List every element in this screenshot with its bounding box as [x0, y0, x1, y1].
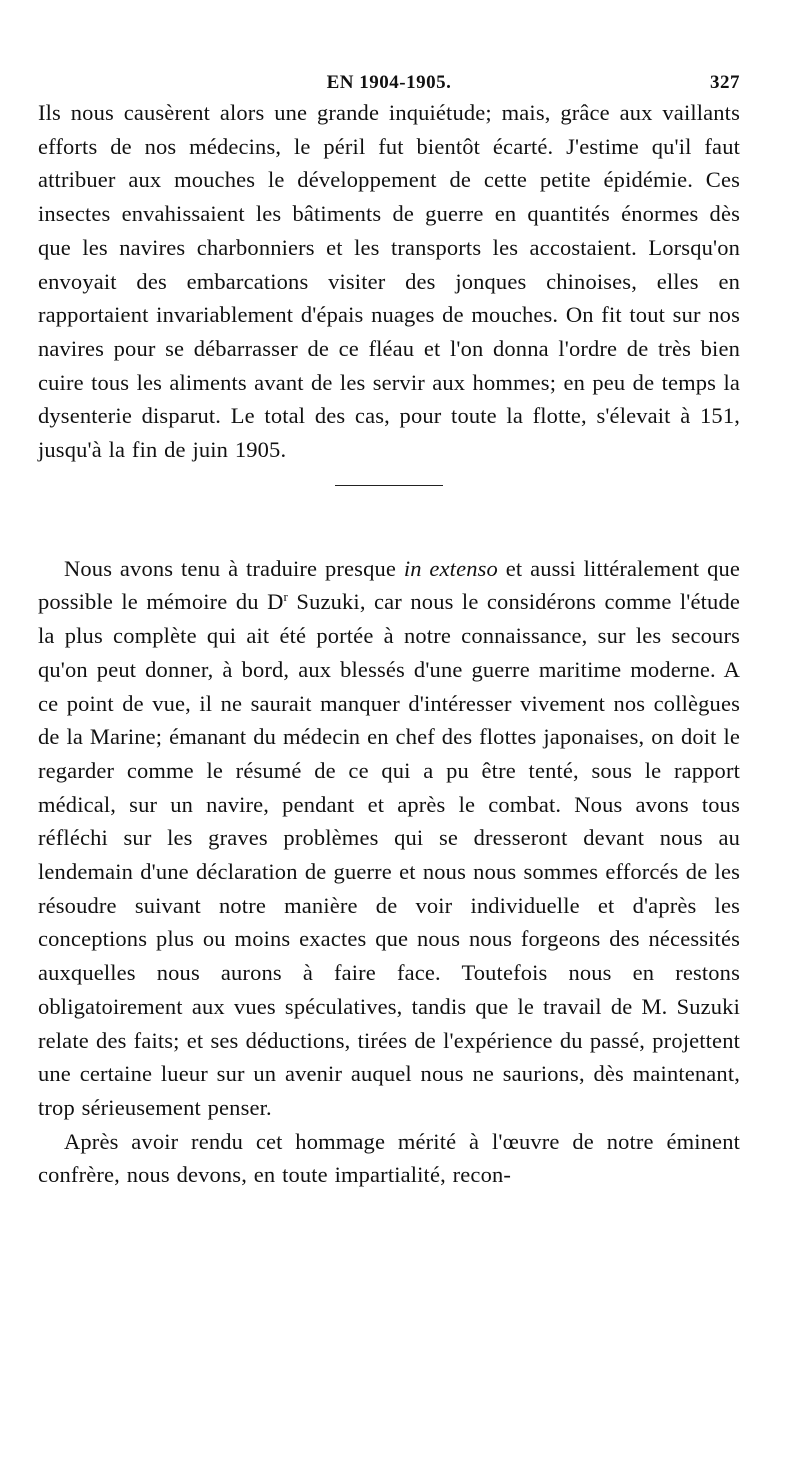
- paragraph-2-part-3: Suzuki, car nous le considérons comme l'étude la plus complète qui ait été portée à notre connaissance, sur les secours qu'on peut donner, à bord, aux blessés d'une guerre maritime moderne. A ce point de vue, il ne saurait manquer d'intéresser vivement nos collègues de la Marine; émanant du médecin en chef des flottes japonaises, on doit le regarder comme le résumé de ce qui a pu être tenté, sous le rapport médical, sur un navire, pendant et après le combat. Nous avons tous réfléchi sur les graves problèmes qui se dresseront devant nous au lendemain d'une déclaration de guerre et nous nous sommes efforcés de les résoudre suivant notre manière de voir individuelle et d'après les conceptions plus ou moins exactes que nous nous forgeons des nécessités auxquelles nous aurons à faire face. Toutefois nous en restons obligatoirement aux vues spéculatives, tandis que le travail de M. Suzuki relate des faits; et ses déductions, tirées de l'expérience du passé, projettent une certaine lueur sur un avenir auquel nous ne saurions, dès maintenant, trop sérieusement penser.: [38, 589, 740, 1120]
- paragraph-2-italic: in extenso: [403, 555, 498, 581]
- paragraph-1: Ils nous causèrent alors une grande inquiétude; mais, grâce aux vaillants efforts de nos médecins, le péril fut bientôt écarté. J'estime qu'il faut attribuer aux mouches le développement de cette petite épidémie. Ces insectes envahissaient les bâtiments de guerre en quantités énormes dès que les navires charbonniers et les transports les accostaient. Lorsqu'on envoyait des embarcations visiter des jonques chinoises, elles en rapportaient invariablement d'épais nuages de mouches. On fit tout sur nos navires pour se débarrasser de ce fléau et l'on donna l'ordre de très bien cuire tous les aliments avant de les servir aux hommes; en peu de temps la dysenterie disparut. Le total des cas, pour toute la flotte, s'élevait à 151, jusqu'à la fin de juin 1905.: [38, 100, 740, 463]
- running-title: EN 1904-1905.: [326, 72, 452, 93]
- page: [38, 58, 740, 1192]
- section-divider: [335, 485, 443, 486]
- paragraph-2-part-1: Nous avons tenu à traduire presque: [64, 555, 404, 581]
- paragraph-2-part-2: et aussi littéralement que possible le mémoire du D: [38, 555, 741, 615]
- paragraph-3: Après avoir rendu cet hommage mérité à l'œuvre de notre éminent confrère, nous devons, en toute impartialité, recon-: [38, 1128, 740, 1188]
- running-head: [38, 58, 740, 96]
- page-number: 327: [710, 72, 740, 93]
- paragraph-2: [38, 552, 740, 1125]
- paragraph-2-superscript: r: [283, 589, 288, 605]
